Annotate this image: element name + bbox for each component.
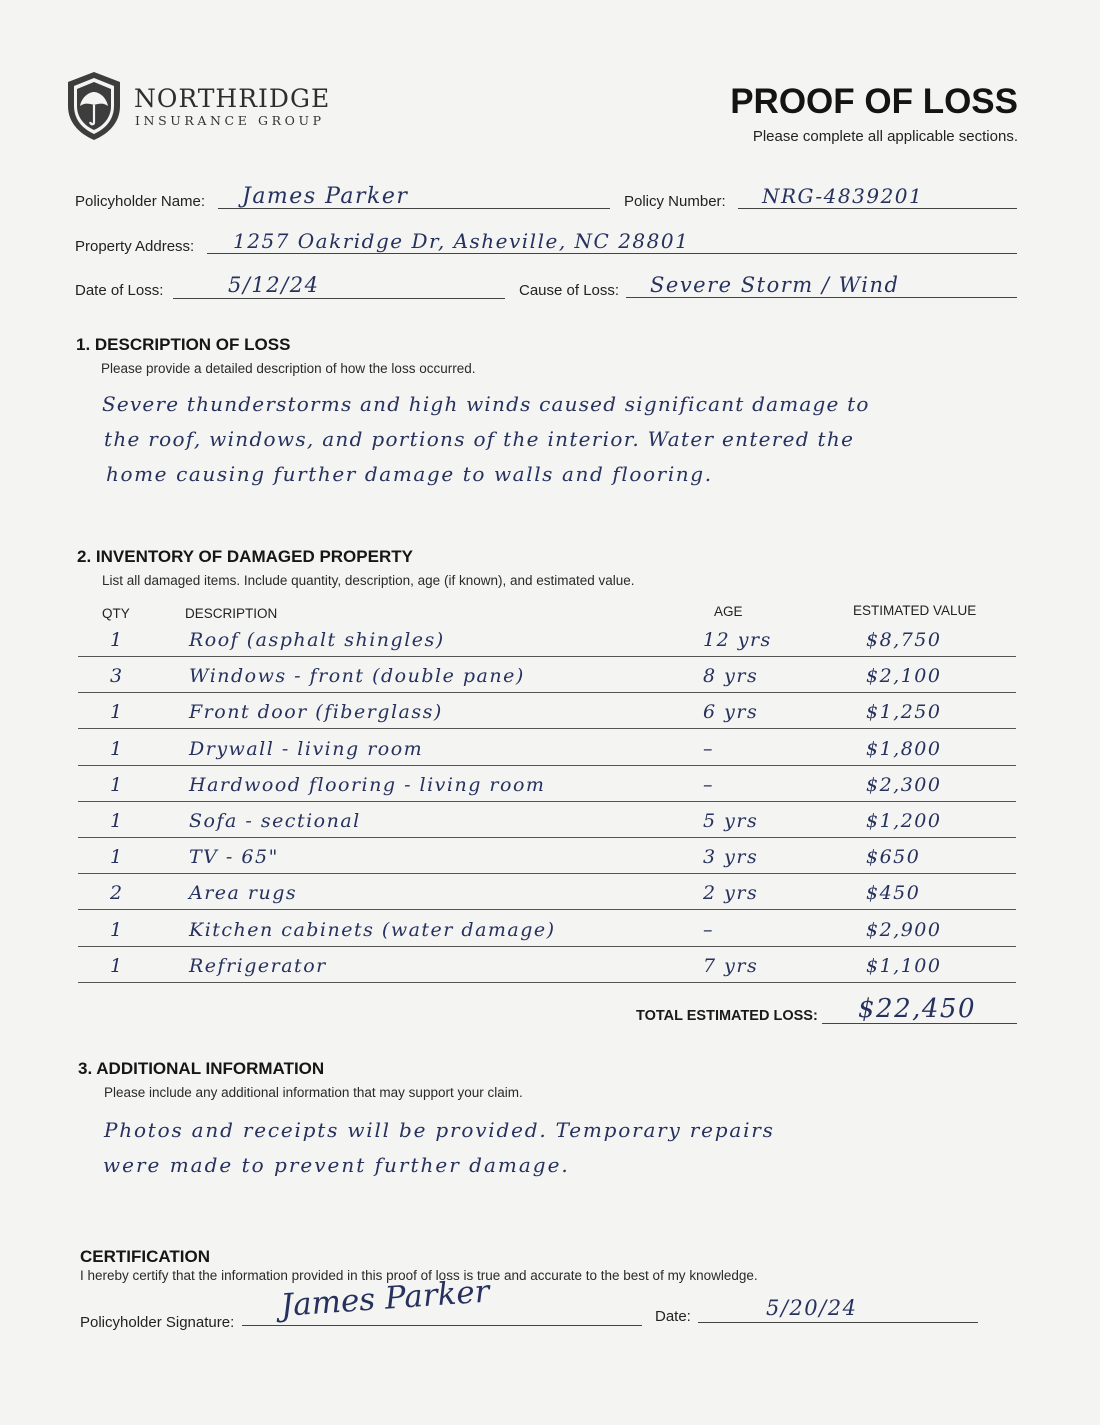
inventory-row-line xyxy=(78,837,1016,838)
inventory-description[interactable]: Windows - front (double pane) xyxy=(189,665,525,687)
description-line-2[interactable]: the roof, windows, and portions of the interior. Water entered the xyxy=(104,427,855,451)
inventory-qty[interactable]: 3 xyxy=(110,665,124,687)
inventory-description[interactable]: Area rugs xyxy=(189,882,298,904)
form-subtitle: Please complete all applicable sections. xyxy=(752,128,1018,145)
column-header-description: DESCRIPTION xyxy=(185,606,278,621)
column-header-qty: QTY xyxy=(102,606,130,621)
inventory-value[interactable]: $1,100 xyxy=(866,955,942,977)
section-2-instructions: List all damaged items. Include quantity, description, age (if known), and estimated value. xyxy=(102,573,635,588)
inventory-age[interactable]: 7 yrs xyxy=(703,955,759,977)
certification-statement: I hereby certify that the information provided in this proof of loss is true and accurate to the best of my knowledge. xyxy=(80,1268,758,1283)
signature-date-label: Date: xyxy=(655,1308,691,1325)
inventory-age[interactable]: 2 yrs xyxy=(703,882,759,904)
policy-number-value[interactable]: NRG-4839201 xyxy=(762,184,924,208)
policy-number-line xyxy=(738,208,1017,209)
inventory-row-line xyxy=(78,728,1016,729)
certification-heading: CERTIFICATION xyxy=(80,1247,211,1266)
description-line-1[interactable]: Severe thunderstorms and high winds caused significant damage to xyxy=(102,392,870,416)
inventory-value[interactable]: $1,800 xyxy=(866,738,942,760)
section-1-instructions: Please provide a detailed description of how the loss occurred. xyxy=(101,361,476,376)
section-2-heading: 2. INVENTORY OF DAMAGED PROPERTY xyxy=(77,547,413,566)
inventory-age[interactable]: – xyxy=(703,738,714,760)
inventory-description[interactable]: Drywall - living room xyxy=(189,738,424,760)
signature-date-line xyxy=(698,1322,978,1323)
date-of-loss-line xyxy=(173,298,505,299)
inventory-row-line xyxy=(78,909,1016,910)
signature-label: Policyholder Signature: xyxy=(80,1314,235,1331)
section-1-heading: 1. DESCRIPTION OF LOSS xyxy=(76,335,291,354)
company-name: NORTHRIDGE xyxy=(134,84,331,113)
date-of-loss-label: Date of Loss: xyxy=(75,282,164,299)
inventory-age[interactable]: – xyxy=(703,919,714,941)
inventory-value[interactable]: $2,100 xyxy=(866,665,942,687)
inventory-qty[interactable]: 1 xyxy=(110,629,124,651)
inventory-qty[interactable]: 1 xyxy=(110,810,124,832)
inventory-row-line xyxy=(78,982,1016,983)
property-address-label: Property Address: xyxy=(75,238,195,255)
inventory-description[interactable]: Hardwood flooring - living room xyxy=(189,774,546,796)
inventory-value[interactable]: $1,250 xyxy=(866,701,942,723)
inventory-row-line xyxy=(78,692,1016,693)
property-address-value[interactable]: 1257 Oakridge Dr, Asheville, NC 28801 xyxy=(233,229,690,253)
policyholder-name-label: Policyholder Name: xyxy=(75,193,206,210)
total-estimated-loss-label: TOTAL ESTIMATED LOSS: xyxy=(636,1008,818,1024)
policy-number-label: Policy Number: xyxy=(624,193,726,210)
inventory-age[interactable]: – xyxy=(703,774,714,796)
description-line-3[interactable]: home causing further damage to walls and flooring. xyxy=(106,462,713,486)
inventory-row-line xyxy=(78,801,1016,802)
cause-of-loss-line xyxy=(626,297,1017,298)
date-of-loss-value[interactable]: 5/12/24 xyxy=(228,273,320,297)
inventory-value[interactable]: $650 xyxy=(866,846,921,868)
total-estimated-loss-value[interactable]: $22,450 xyxy=(858,994,977,1024)
inventory-value[interactable]: $450 xyxy=(866,882,921,904)
form-title: PROOF OF LOSS xyxy=(730,82,1018,121)
inventory-age[interactable]: 6 yrs xyxy=(703,701,759,723)
additional-info-line-1[interactable]: Photos and receipts will be provided. Temporary repairs xyxy=(104,1118,775,1142)
company-logo xyxy=(66,70,122,142)
inventory-value[interactable]: $1,200 xyxy=(866,810,942,832)
inventory-row-line xyxy=(78,946,1016,947)
inventory-description[interactable]: Front door (fiberglass) xyxy=(189,701,443,723)
shield-umbrella-icon xyxy=(66,70,122,142)
property-address-line xyxy=(207,253,1017,254)
inventory-row-line xyxy=(78,656,1016,657)
inventory-description[interactable]: Sofa - sectional xyxy=(189,810,361,832)
inventory-description[interactable]: Kitchen cabinets (water damage) xyxy=(189,919,556,941)
inventory-value[interactable]: $2,300 xyxy=(866,774,942,796)
column-header-estimated-value: ESTIMATED VALUE xyxy=(853,603,977,618)
signature-date-value[interactable]: 5/20/24 xyxy=(766,1296,858,1320)
inventory-description[interactable]: TV - 65" xyxy=(189,846,279,868)
cause-of-loss-value[interactable]: Severe Storm / Wind xyxy=(650,273,900,297)
additional-info-line-2[interactable]: were made to prevent further damage. xyxy=(103,1153,570,1177)
inventory-row-line xyxy=(78,765,1016,766)
company-tagline: INSURANCE GROUP xyxy=(135,113,325,128)
inventory-description[interactable]: Roof (asphalt shingles) xyxy=(189,629,445,651)
inventory-qty[interactable]: 1 xyxy=(110,846,124,868)
policyholder-name-value[interactable]: James Parker xyxy=(242,184,409,209)
inventory-value[interactable]: $8,750 xyxy=(866,629,942,651)
inventory-qty[interactable]: 1 xyxy=(110,738,124,760)
inventory-qty[interactable]: 1 xyxy=(110,774,124,796)
inventory-qty[interactable]: 1 xyxy=(110,919,124,941)
inventory-qty[interactable]: 2 xyxy=(110,882,124,904)
section-3-instructions: Please include any additional information that may support your claim. xyxy=(104,1085,523,1100)
inventory-row-line xyxy=(78,873,1016,874)
inventory-description[interactable]: Refrigerator xyxy=(189,955,327,977)
inventory-age[interactable]: 12 yrs xyxy=(703,629,772,651)
inventory-qty[interactable]: 1 xyxy=(110,955,124,977)
column-header-age: AGE xyxy=(714,604,743,619)
section-3-heading: 3. ADDITIONAL INFORMATION xyxy=(78,1059,325,1078)
signature-line xyxy=(242,1325,642,1326)
inventory-age[interactable]: 5 yrs xyxy=(703,810,759,832)
inventory-value[interactable]: $2,900 xyxy=(866,919,942,941)
policyholder-signature[interactable]: James Parker xyxy=(279,1273,491,1324)
inventory-age[interactable]: 3 yrs xyxy=(703,846,759,868)
inventory-qty[interactable]: 1 xyxy=(110,701,124,723)
cause-of-loss-label: Cause of Loss: xyxy=(519,282,620,299)
inventory-age[interactable]: 8 yrs xyxy=(703,665,759,687)
